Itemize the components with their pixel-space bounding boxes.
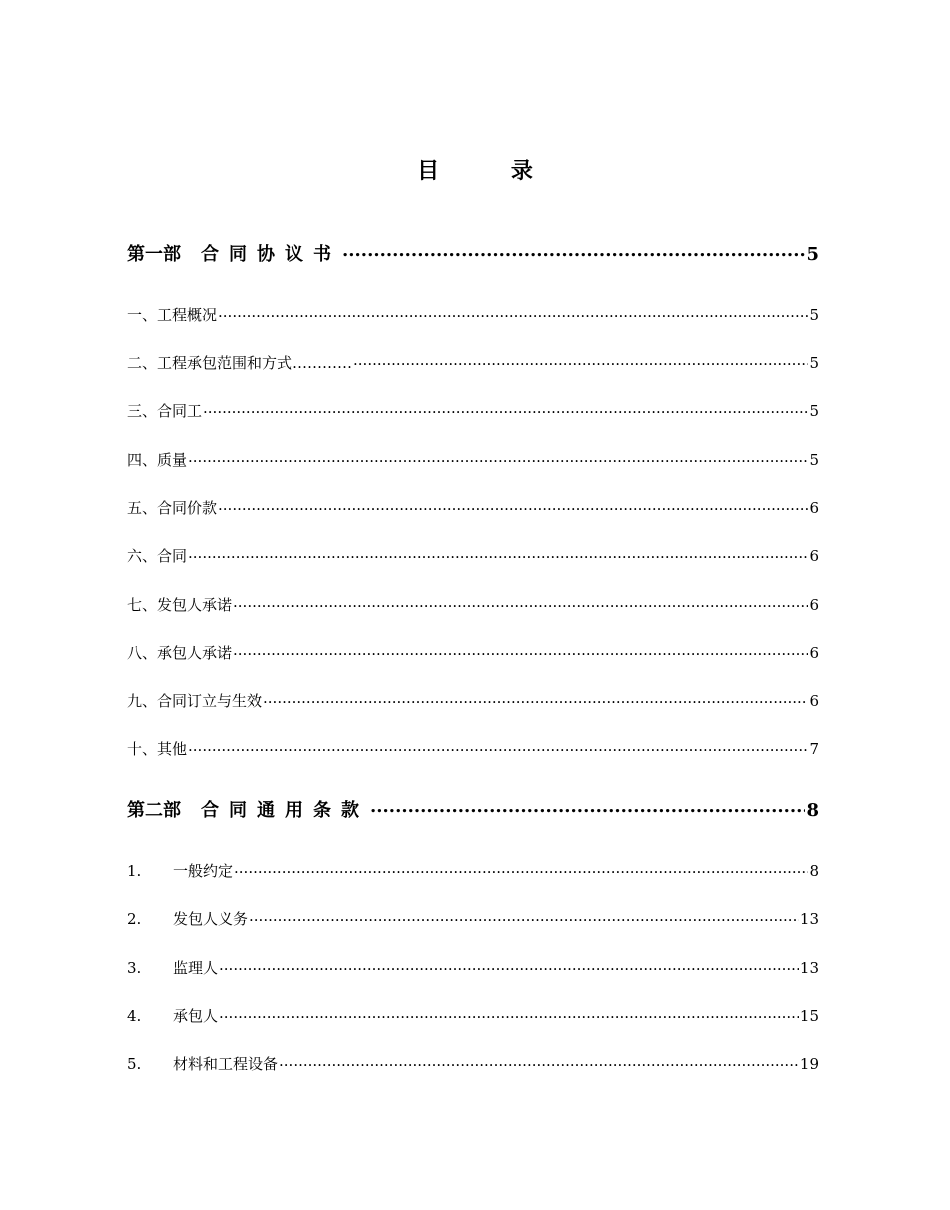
dot-leader bbox=[279, 1054, 799, 1069]
toc-item-number: 3. bbox=[127, 959, 142, 977]
dot-leader bbox=[249, 909, 799, 924]
toc-item-label: 一、工程概况 bbox=[127, 306, 218, 324]
dot-leader bbox=[188, 450, 808, 465]
toc-item[interactable] bbox=[127, 1054, 819, 1074]
toc-item-label: 九、合同订立与生效 bbox=[127, 692, 263, 710]
toc-item-number: 2. bbox=[127, 910, 142, 928]
dot-leader bbox=[219, 958, 799, 973]
toc-item[interactable] bbox=[127, 595, 819, 615]
toc-item-label: 监理人 bbox=[173, 959, 219, 977]
toc-item-label: 十、其他 bbox=[127, 740, 188, 758]
toc-part-label bbox=[127, 799, 369, 823]
toc-page-number: 6 bbox=[809, 596, 819, 614]
toc-item[interactable] bbox=[127, 958, 819, 978]
toc-part-1[interactable] bbox=[127, 242, 819, 267]
dot-leader bbox=[353, 353, 808, 368]
dot-leader bbox=[233, 595, 808, 610]
toc-item-label: 六、合同 bbox=[127, 547, 188, 565]
toc-item[interactable] bbox=[127, 401, 819, 421]
toc-page-number: 5 bbox=[809, 306, 819, 324]
toc-page-number: 5 bbox=[809, 402, 819, 420]
toc-part-label bbox=[127, 243, 341, 267]
dot-leader bbox=[233, 643, 808, 658]
toc-item-label: 四、质量 bbox=[127, 451, 188, 469]
toc-page-number: 5 bbox=[809, 354, 819, 372]
toc-item-label: 八、承包人承诺 bbox=[127, 644, 233, 662]
toc-item[interactable] bbox=[127, 353, 819, 373]
toc-item[interactable] bbox=[127, 643, 819, 663]
toc-item[interactable] bbox=[127, 739, 819, 759]
toc-item-label: 发包人义务 bbox=[173, 910, 249, 928]
toc-page-number: 7 bbox=[809, 740, 819, 758]
toc-page-number: 6 bbox=[809, 692, 819, 710]
toc-item[interactable] bbox=[127, 909, 819, 929]
toc-item[interactable] bbox=[127, 305, 819, 325]
toc-item[interactable] bbox=[127, 861, 819, 881]
toc-page-number: 6 bbox=[809, 547, 819, 565]
toc-part-2[interactable] bbox=[127, 798, 819, 823]
toc-item-label: 五、合同价款 bbox=[127, 499, 218, 517]
dot-leader bbox=[370, 798, 805, 816]
toc-item-label: 七、发包人承诺 bbox=[127, 596, 233, 614]
toc-item[interactable] bbox=[127, 450, 819, 470]
toc-item-label: 材料和工程设备 bbox=[173, 1055, 279, 1073]
toc-part-prefix: 第一部 bbox=[127, 244, 181, 265]
toc-item-label: 承包人 bbox=[173, 1007, 219, 1025]
toc-page-number: 6 bbox=[809, 644, 819, 662]
toc-page-number: 8 bbox=[806, 800, 819, 821]
dot-leader bbox=[203, 401, 808, 416]
toc-page-number: 6 bbox=[809, 499, 819, 517]
page-title: 目 录 bbox=[417, 158, 565, 184]
toc-item[interactable] bbox=[127, 546, 819, 566]
toc-item-number: 4. bbox=[127, 1007, 142, 1025]
dot-leader bbox=[188, 739, 808, 754]
toc-page-number: 5 bbox=[806, 244, 819, 265]
toc-part-title: 合同协议书 bbox=[201, 244, 341, 265]
toc-page-number: 13 bbox=[799, 959, 819, 977]
toc-part-prefix: 第二部 bbox=[127, 800, 181, 821]
toc-item[interactable] bbox=[127, 1006, 819, 1026]
toc-page-number: 13 bbox=[799, 910, 819, 928]
toc-item-label: 三、合同工 bbox=[127, 402, 203, 420]
toc-item-number: 1. bbox=[127, 862, 142, 880]
dot-leader bbox=[234, 861, 808, 876]
toc-part-title: 合同通用条款 bbox=[201, 800, 369, 821]
dot-leader bbox=[188, 546, 808, 561]
toc-page-number: 15 bbox=[799, 1007, 819, 1025]
dot-leader bbox=[219, 1006, 799, 1021]
toc-item[interactable] bbox=[127, 691, 819, 711]
dot-leader bbox=[342, 242, 805, 260]
toc-page-number: 5 bbox=[809, 451, 819, 469]
toc-page-number: 8 bbox=[809, 862, 819, 880]
toc-item-label: 一般约定 bbox=[173, 862, 234, 880]
toc-item-number: 5. bbox=[127, 1055, 142, 1073]
toc-item[interactable] bbox=[127, 498, 819, 518]
dot-leader bbox=[263, 691, 808, 706]
toc-page-number: 19 bbox=[799, 1055, 819, 1073]
toc-item-label: 二、工程承包范围和方式………… bbox=[127, 354, 353, 372]
dot-leader bbox=[218, 498, 808, 513]
dot-leader bbox=[218, 305, 808, 320]
